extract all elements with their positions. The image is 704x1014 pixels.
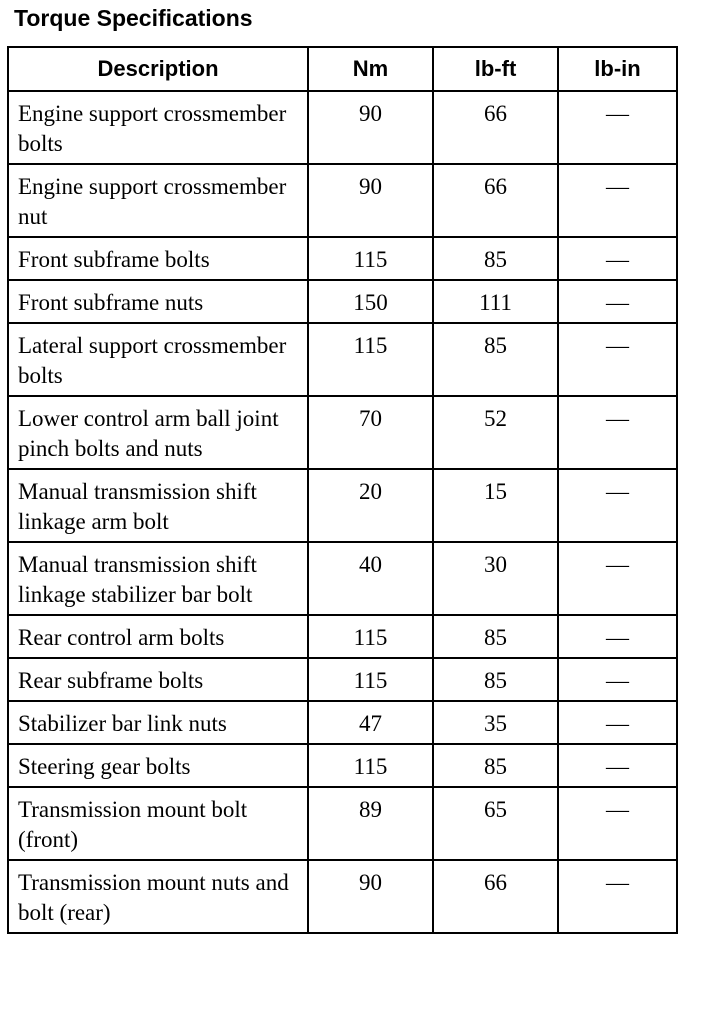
cell-lbft: 111 — [433, 280, 558, 323]
cell-nm: 90 — [308, 860, 433, 933]
cell-description: Rear subframe bolts — [8, 658, 308, 701]
cell-nm: 115 — [308, 237, 433, 280]
table-row — [8, 744, 677, 787]
cell-lbft: 52 — [433, 396, 558, 469]
cell-description: Rear control arm bolts — [8, 615, 308, 658]
table-row — [8, 164, 677, 237]
table-header-row — [8, 47, 677, 91]
table-row — [8, 396, 677, 469]
table-row — [8, 542, 677, 615]
cell-description: Engine support crossmember nut — [8, 164, 308, 237]
cell-lbft: 85 — [433, 744, 558, 787]
cell-lbft: 66 — [433, 860, 558, 933]
cell-lbin: — — [558, 396, 677, 469]
page-title: Torque Specifications — [14, 5, 253, 31]
table-row — [8, 280, 677, 323]
cell-lbft: 35 — [433, 701, 558, 744]
cell-lbin: — — [558, 237, 677, 280]
cell-lbin: — — [558, 658, 677, 701]
cell-description: Lateral support crossmember bolts — [8, 323, 308, 396]
table-row — [8, 469, 677, 542]
cell-nm: 47 — [308, 701, 433, 744]
cell-lbft: 66 — [433, 91, 558, 164]
cell-nm: 115 — [308, 323, 433, 396]
column-header-description: Description — [8, 47, 308, 91]
cell-description: Transmission mount bolt (front) — [8, 787, 308, 860]
cell-lbin: — — [558, 701, 677, 744]
column-header-nm: Nm — [308, 47, 433, 91]
table-row — [8, 323, 677, 396]
cell-lbin: — — [558, 787, 677, 860]
table-row — [8, 860, 677, 933]
column-header-lbft: lb-ft — [433, 47, 558, 91]
cell-nm: 90 — [308, 164, 433, 237]
cell-description: Front subframe nuts — [8, 280, 308, 323]
cell-lbft: 15 — [433, 469, 558, 542]
cell-description: Engine support crossmember bolts — [8, 91, 308, 164]
cell-description: Front subframe bolts — [8, 237, 308, 280]
cell-lbin: — — [558, 542, 677, 615]
table-row — [8, 658, 677, 701]
cell-lbin: — — [558, 469, 677, 542]
cell-lbft: 85 — [433, 237, 558, 280]
cell-lbin: — — [558, 860, 677, 933]
cell-lbin: — — [558, 323, 677, 396]
cell-nm: 70 — [308, 396, 433, 469]
table-row — [8, 237, 677, 280]
cell-lbft: 65 — [433, 787, 558, 860]
cell-nm: 89 — [308, 787, 433, 860]
cell-nm: 115 — [308, 744, 433, 787]
cell-description: Manual transmission shift linkage stabilizer bar bolt — [8, 542, 308, 615]
cell-lbft: 85 — [433, 615, 558, 658]
column-header-lbin: lb-in — [558, 47, 677, 91]
cell-lbin: — — [558, 615, 677, 658]
cell-lbft: 85 — [433, 323, 558, 396]
cell-nm: 115 — [308, 615, 433, 658]
cell-description: Steering gear bolts — [8, 744, 308, 787]
cell-lbin: — — [558, 164, 677, 237]
table-row — [8, 615, 677, 658]
cell-description: Lower control arm ball joint pinch bolts and nuts — [8, 396, 308, 469]
cell-description: Transmission mount nuts and bolt (rear) — [8, 860, 308, 933]
cell-nm: 40 — [308, 542, 433, 615]
table-row — [8, 91, 677, 164]
cell-description: Stabilizer bar link nuts — [8, 701, 308, 744]
cell-lbft: 66 — [433, 164, 558, 237]
cell-lbin: — — [558, 280, 677, 323]
cell-lbin: — — [558, 744, 677, 787]
cell-lbft: 85 — [433, 658, 558, 701]
cell-lbin: — — [558, 91, 677, 164]
cell-nm: 20 — [308, 469, 433, 542]
torque-spec-table — [7, 46, 678, 934]
table-row — [8, 701, 677, 744]
table-row — [8, 787, 677, 860]
cell-nm: 150 — [308, 280, 433, 323]
cell-nm: 90 — [308, 91, 433, 164]
cell-lbft: 30 — [433, 542, 558, 615]
cell-nm: 115 — [308, 658, 433, 701]
cell-description: Manual transmission shift linkage arm bolt — [8, 469, 308, 542]
